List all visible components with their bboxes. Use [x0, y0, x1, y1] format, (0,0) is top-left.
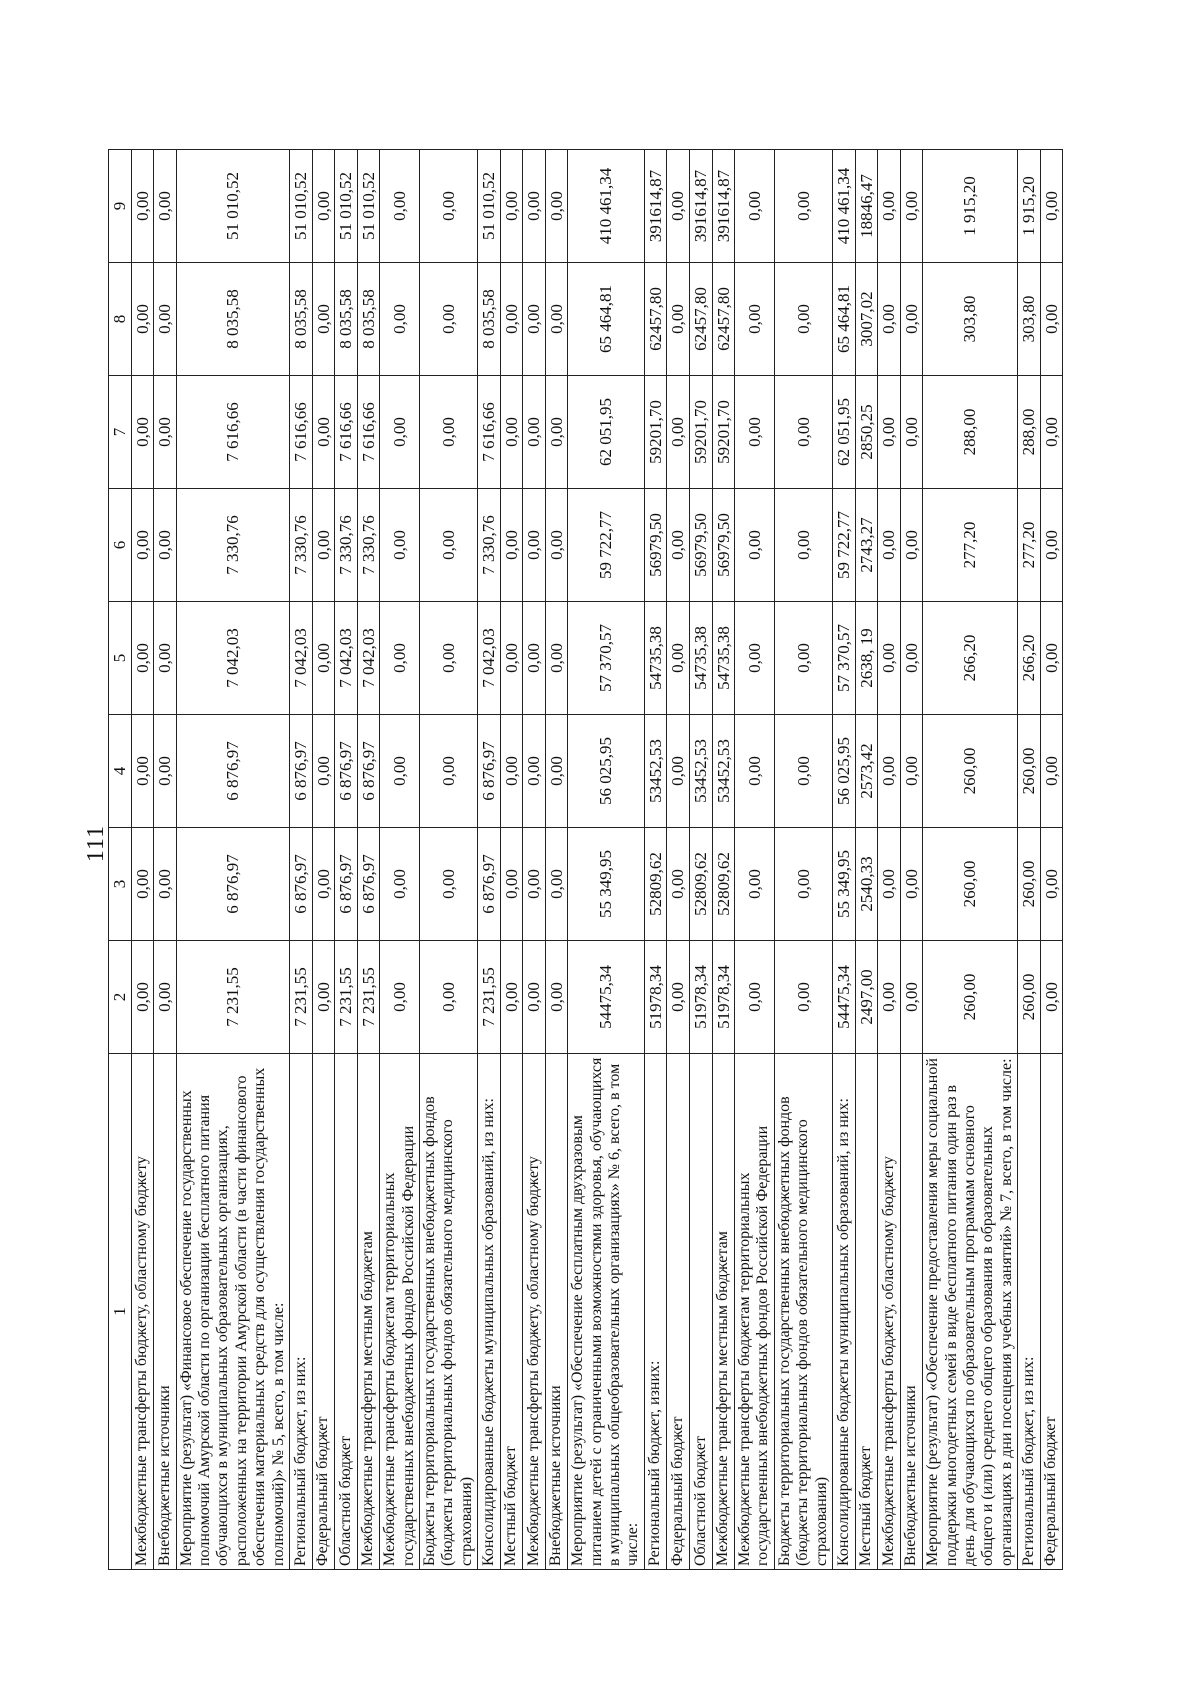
value-cell: 59 722,77 [833, 489, 856, 602]
value-cell: 0,00 [500, 828, 523, 941]
value-cell: 266,20 [923, 602, 1018, 715]
value-cell: 0,00 [1040, 602, 1063, 715]
value-cell: 0,00 [419, 715, 477, 828]
value-cell: 7 330,76 [289, 489, 312, 602]
value-cell: 55 349,95 [833, 828, 856, 941]
value-cell: 0,00 [545, 602, 568, 715]
rotated-table-wrapper [108, 150, 1063, 1570]
value-cell: 62 051,95 [833, 376, 856, 489]
value-cell: 0,00 [419, 941, 477, 1054]
table-body [131, 150, 1063, 1570]
value-cell: 0,00 [774, 376, 832, 489]
value-cell: 0,00 [545, 489, 568, 602]
column-header: 4 [109, 715, 132, 828]
value-cell: 57 370,57 [568, 602, 645, 715]
value-cell: 51 010,52 [357, 150, 380, 263]
value-cell: 8 035,58 [335, 263, 358, 376]
table-row [335, 150, 358, 1570]
value-cell: 0,00 [312, 828, 335, 941]
table-row [500, 150, 523, 1570]
value-cell: 7 042,03 [176, 602, 289, 715]
table-row [735, 150, 775, 1570]
value-cell: 2540,33 [855, 828, 878, 941]
value-cell: 53452,53 [712, 715, 735, 828]
value-cell: 52809,62 [644, 828, 667, 941]
row-label: Региональный бюджет, из них: [1018, 1054, 1041, 1570]
value-cell: 0,00 [154, 150, 177, 263]
value-cell: 0,00 [878, 376, 901, 489]
value-cell: 6 876,97 [478, 715, 501, 828]
value-cell: 0,00 [380, 150, 420, 263]
value-cell: 2497,00 [855, 941, 878, 1054]
table-row [855, 150, 878, 1570]
value-cell: 6 876,97 [335, 828, 358, 941]
table-row [523, 150, 546, 1570]
value-cell: 56 025,95 [833, 715, 856, 828]
row-label: Мероприятие (результат) «Обеспечение бесплатным двухразовым питанием детей с ограниченными возможностями здоровья, обучающихся в муниципальных общеобразовательных организациях» № 6, всего, в том числе: [568, 1054, 645, 1570]
value-cell: 0,00 [774, 150, 832, 263]
value-cell: 6 876,97 [357, 828, 380, 941]
column-header: 1 [109, 1054, 132, 1570]
value-cell: 0,00 [774, 263, 832, 376]
value-cell: 0,00 [380, 828, 420, 941]
value-cell: 0,00 [900, 150, 923, 263]
value-cell: 51 010,52 [478, 150, 501, 263]
value-cell: 0,00 [154, 828, 177, 941]
row-label: Региональный бюджет, из них: [289, 1054, 312, 1570]
value-cell: 0,00 [545, 828, 568, 941]
row-label: Межбюджетные трансферты бюджетам территориальных государственных внебюджетных фондов Российской Федерации [735, 1054, 775, 1570]
value-cell: 0,00 [735, 715, 775, 828]
value-cell: 0,00 [523, 376, 546, 489]
value-cell: 7 330,76 [478, 489, 501, 602]
value-cell: 260,00 [923, 941, 1018, 1054]
value-cell: 57 370,57 [833, 602, 856, 715]
value-cell: 0,00 [667, 376, 690, 489]
value-cell: 0,00 [419, 376, 477, 489]
table-row [419, 150, 477, 1570]
value-cell: 410 461,34 [568, 150, 645, 263]
value-cell: 303,80 [1018, 263, 1041, 376]
value-cell: 3007,02 [855, 263, 878, 376]
table-row [712, 150, 735, 1570]
value-cell: 0,00 [523, 602, 546, 715]
value-cell: 0,00 [523, 263, 546, 376]
value-cell: 52809,62 [689, 828, 712, 941]
value-cell: 0,00 [900, 489, 923, 602]
value-cell: 0,00 [900, 941, 923, 1054]
table-row [154, 150, 177, 1570]
value-cell: 0,00 [154, 602, 177, 715]
value-cell: 7 042,03 [357, 602, 380, 715]
value-cell: 56979,50 [712, 489, 735, 602]
value-cell: 277,20 [1018, 489, 1041, 602]
value-cell: 0,00 [667, 715, 690, 828]
value-cell: 0,00 [545, 941, 568, 1054]
table-row [312, 150, 335, 1570]
value-cell: 260,00 [1018, 941, 1041, 1054]
value-cell: 8 035,58 [289, 263, 312, 376]
value-cell: 0,00 [500, 263, 523, 376]
value-cell: 0,00 [774, 715, 832, 828]
value-cell: 0,00 [380, 263, 420, 376]
value-cell: 6 876,97 [357, 715, 380, 828]
value-cell: 51978,34 [644, 941, 667, 1054]
value-cell: 7 616,66 [478, 376, 501, 489]
value-cell: 7 330,76 [335, 489, 358, 602]
column-header: 9 [109, 150, 132, 263]
value-cell: 51 010,52 [289, 150, 312, 263]
value-cell: 6 876,97 [335, 715, 358, 828]
row-label: Межбюджетные трансферты местным бюджетам [712, 1054, 735, 1570]
value-cell: 0,00 [1040, 828, 1063, 941]
value-cell: 0,00 [312, 263, 335, 376]
value-cell: 288,00 [1018, 376, 1041, 489]
table-row [176, 150, 289, 1570]
value-cell: 0,00 [735, 376, 775, 489]
row-label: Местный бюджет [855, 1054, 878, 1570]
value-cell: 65 464,81 [568, 263, 645, 376]
table-row [478, 150, 501, 1570]
value-cell: 0,00 [545, 263, 568, 376]
column-header: 6 [109, 489, 132, 602]
value-cell: 54735,38 [689, 602, 712, 715]
value-cell: 51 010,52 [335, 150, 358, 263]
value-cell: 59 722,77 [568, 489, 645, 602]
value-cell: 7 330,76 [357, 489, 380, 602]
value-cell: 8 035,58 [357, 263, 380, 376]
value-cell: 0,00 [500, 715, 523, 828]
value-cell: 0,00 [667, 150, 690, 263]
row-label: Межбюджетные трансферты местным бюджетам [357, 1054, 380, 1570]
value-cell: 0,00 [1040, 150, 1063, 263]
value-cell: 6 876,97 [478, 828, 501, 941]
row-label: Областной бюджет [335, 1054, 358, 1570]
value-cell: 53452,53 [644, 715, 667, 828]
value-cell: 53452,53 [689, 715, 712, 828]
value-cell: 7 042,03 [478, 602, 501, 715]
value-cell: 55 349,95 [568, 828, 645, 941]
value-cell: 0,00 [900, 376, 923, 489]
value-cell: 0,00 [380, 376, 420, 489]
table-row [357, 150, 380, 1570]
value-cell: 277,20 [923, 489, 1018, 602]
value-cell: 6 876,97 [289, 828, 312, 941]
value-cell: 7 231,55 [289, 941, 312, 1054]
value-cell: 2743,27 [855, 489, 878, 602]
value-cell: 0,00 [500, 602, 523, 715]
column-header: 7 [109, 376, 132, 489]
table-row [833, 150, 856, 1570]
value-cell: 0,00 [1040, 376, 1063, 489]
page-number: 111 [83, 824, 110, 863]
value-cell: 65 464,81 [833, 263, 856, 376]
value-cell: 0,00 [545, 376, 568, 489]
row-label: Внебюджетные источники [545, 1054, 568, 1570]
value-cell: 0,00 [735, 263, 775, 376]
value-cell: 0,00 [131, 150, 154, 263]
table-row [774, 150, 832, 1570]
value-cell: 0,00 [500, 941, 523, 1054]
value-cell: 2638, 19 [855, 602, 878, 715]
table-row [289, 150, 312, 1570]
value-cell: 59201,70 [644, 376, 667, 489]
row-label: Местный бюджет [500, 1054, 523, 1570]
value-cell: 6 876,97 [176, 715, 289, 828]
value-cell: 0,00 [523, 489, 546, 602]
value-cell: 0,00 [131, 828, 154, 941]
value-cell: 0,00 [1040, 715, 1063, 828]
value-cell: 0,00 [878, 489, 901, 602]
value-cell: 56979,50 [644, 489, 667, 602]
value-cell: 18846,47 [855, 150, 878, 263]
table-row [900, 150, 923, 1570]
value-cell: 1 915,20 [923, 150, 1018, 263]
value-cell: 0,00 [419, 828, 477, 941]
value-cell: 0,00 [667, 941, 690, 1054]
table-row [1018, 150, 1041, 1570]
value-cell: 0,00 [1040, 263, 1063, 376]
value-cell: 0,00 [735, 602, 775, 715]
value-cell: 0,00 [312, 150, 335, 263]
value-cell: 0,00 [878, 715, 901, 828]
row-label: Консолидированные бюджеты муниципальных образований, из них: [833, 1054, 856, 1570]
table-row [923, 150, 1018, 1570]
table-row [667, 150, 690, 1570]
value-cell: 0,00 [312, 602, 335, 715]
value-cell: 1 915,20 [1018, 150, 1041, 263]
value-cell: 0,00 [500, 489, 523, 602]
value-cell: 51978,34 [689, 941, 712, 1054]
value-cell: 0,00 [545, 150, 568, 263]
value-cell: 54475,34 [568, 941, 645, 1054]
value-cell: 260,00 [1018, 828, 1041, 941]
row-label: Мероприятие (результат) «Финансовое обеспечение государственных полномочий Амурской области по организации бесплатного питания обучающихся в муниципальных образовательных организациях, расположенных на территории Амурской области (в части финансового обеспечения материальных средств для осуществления государственных полномочий)» № 5, всего, в том числе: [176, 1054, 289, 1570]
value-cell: 0,00 [545, 715, 568, 828]
row-label: Региональный бюджет, изних: [644, 1054, 667, 1570]
value-cell: 0,00 [735, 828, 775, 941]
value-cell: 0,00 [774, 602, 832, 715]
value-cell: 0,00 [900, 828, 923, 941]
row-label: Межбюджетные трансферты бюджету, областному бюджету [878, 1054, 901, 1570]
value-cell: 0,00 [900, 263, 923, 376]
value-cell: 7 042,03 [335, 602, 358, 715]
value-cell: 0,00 [154, 489, 177, 602]
value-cell: 260,00 [923, 828, 1018, 941]
value-cell: 62 051,95 [568, 376, 645, 489]
value-cell: 62457,80 [644, 263, 667, 376]
value-cell: 0,00 [154, 376, 177, 489]
value-cell: 0,00 [312, 376, 335, 489]
value-cell: 0,00 [878, 150, 901, 263]
value-cell: 2850,25 [855, 376, 878, 489]
table-row [1040, 150, 1063, 1570]
value-cell: 0,00 [500, 150, 523, 263]
value-cell: 56 025,95 [568, 715, 645, 828]
value-cell: 0,00 [380, 715, 420, 828]
value-cell: 0,00 [735, 941, 775, 1054]
value-cell: 266,20 [1018, 602, 1041, 715]
value-cell: 2573,42 [855, 715, 878, 828]
row-label: Федеральный бюджет [667, 1054, 690, 1570]
value-cell: 0,00 [667, 828, 690, 941]
value-cell: 0,00 [667, 489, 690, 602]
value-cell: 52809,62 [712, 828, 735, 941]
budget-table [108, 149, 1063, 1570]
row-label: Областной бюджет [689, 1054, 712, 1570]
value-cell: 54475,34 [833, 941, 856, 1054]
column-header: 3 [109, 828, 132, 941]
value-cell: 0,00 [419, 150, 477, 263]
row-label: Внебюджетные источники [154, 1054, 177, 1570]
value-cell: 0,00 [1040, 941, 1063, 1054]
value-cell: 260,00 [923, 715, 1018, 828]
value-cell: 0,00 [878, 828, 901, 941]
value-cell: 0,00 [523, 715, 546, 828]
header-row [109, 150, 132, 1570]
table-row [131, 150, 154, 1570]
value-cell: 0,00 [154, 263, 177, 376]
value-cell: 0,00 [131, 489, 154, 602]
value-cell: 62457,80 [689, 263, 712, 376]
value-cell: 56979,50 [689, 489, 712, 602]
value-cell: 7 616,66 [176, 376, 289, 489]
value-cell: 410 461,34 [833, 150, 856, 263]
value-cell: 7 042,03 [289, 602, 312, 715]
value-cell: 0,00 [312, 941, 335, 1054]
table-row [878, 150, 901, 1570]
value-cell: 0,00 [312, 489, 335, 602]
row-label: Межбюджетные трансферты бюджету, областному бюджету [523, 1054, 546, 1570]
value-cell: 0,00 [1040, 489, 1063, 602]
table-row [689, 150, 712, 1570]
column-header: 2 [109, 941, 132, 1054]
value-cell: 0,00 [774, 828, 832, 941]
row-label: Внебюджетные источники [900, 1054, 923, 1570]
column-header: 5 [109, 602, 132, 715]
value-cell: 54735,38 [712, 602, 735, 715]
value-cell: 7 231,55 [176, 941, 289, 1054]
value-cell: 7 231,55 [478, 941, 501, 1054]
value-cell: 288,00 [923, 376, 1018, 489]
row-label: Мероприятие (результат) «Обеспечение предоставления меры социальной поддержки многодетных семей в виде бесплатного питания один раз в день для обучающихся по образовательным программам основного общего и (или) среднего общего образования в образовательных организациях в дни посещения учебных занятий» № 7, всего, в том числе: [923, 1054, 1018, 1570]
row-label: Межбюджетные трансферты бюджету, областному бюджету [131, 1054, 154, 1570]
value-cell: 0,00 [419, 489, 477, 602]
value-cell: 0,00 [774, 489, 832, 602]
value-cell: 303,80 [923, 263, 1018, 376]
table-row [545, 150, 568, 1570]
row-label: Бюджеты территориальных государственных внебюджетных фондов (бюджеты территориальных фондов обязательного медицинского страхования) [419, 1054, 477, 1570]
value-cell: 59201,70 [712, 376, 735, 489]
value-cell: 0,00 [131, 376, 154, 489]
value-cell: 0,00 [900, 602, 923, 715]
value-cell: 0,00 [380, 489, 420, 602]
table-row [644, 150, 667, 1570]
value-cell: 0,00 [500, 376, 523, 489]
value-cell: 0,00 [774, 941, 832, 1054]
value-cell: 0,00 [419, 263, 477, 376]
column-header: 8 [109, 263, 132, 376]
value-cell: 0,00 [523, 941, 546, 1054]
value-cell: 7 231,55 [335, 941, 358, 1054]
value-cell: 8 035,58 [176, 263, 289, 376]
value-cell: 0,00 [312, 715, 335, 828]
row-label: Бюджеты территориальных государственных внебюджетных фондов (бюджеты территориальных фондов обязательного медицинского страхования) [774, 1054, 832, 1570]
value-cell: 391614,87 [644, 150, 667, 263]
value-cell: 260,00 [1018, 715, 1041, 828]
row-label: Межбюджетные трансферты бюджетам территориальных государственных внебюджетных фондов Российской Федерации [380, 1054, 420, 1570]
value-cell: 391614,87 [712, 150, 735, 263]
value-cell: 0,00 [131, 602, 154, 715]
value-cell: 0,00 [878, 941, 901, 1054]
table-row [568, 150, 645, 1570]
value-cell: 0,00 [380, 602, 420, 715]
value-cell: 7 330,76 [176, 489, 289, 602]
value-cell: 0,00 [878, 602, 901, 715]
value-cell: 0,00 [878, 263, 901, 376]
value-cell: 0,00 [131, 715, 154, 828]
value-cell: 54735,38 [644, 602, 667, 715]
value-cell: 7 616,66 [335, 376, 358, 489]
table-row [380, 150, 420, 1570]
value-cell: 7 231,55 [357, 941, 380, 1054]
value-cell: 7 616,66 [289, 376, 312, 489]
value-cell: 0,00 [419, 602, 477, 715]
value-cell: 0,00 [131, 263, 154, 376]
value-cell: 0,00 [380, 941, 420, 1054]
value-cell: 0,00 [131, 941, 154, 1054]
row-label: Консолидированные бюджеты муниципальных образований, из них: [478, 1054, 501, 1570]
value-cell: 62457,80 [712, 263, 735, 376]
value-cell: 6 876,97 [289, 715, 312, 828]
value-cell: 0,00 [523, 828, 546, 941]
value-cell: 51978,34 [712, 941, 735, 1054]
value-cell: 0,00 [735, 150, 775, 263]
value-cell: 391614,87 [689, 150, 712, 263]
value-cell: 0,00 [667, 602, 690, 715]
row-label: Федеральный бюджет [312, 1054, 335, 1570]
value-cell: 6 876,97 [176, 828, 289, 941]
value-cell: 0,00 [154, 941, 177, 1054]
value-cell: 8 035,58 [478, 263, 501, 376]
value-cell: 59201,70 [689, 376, 712, 489]
value-cell: 0,00 [735, 489, 775, 602]
value-cell: 51 010,52 [176, 150, 289, 263]
value-cell: 0,00 [154, 715, 177, 828]
value-cell: 7 616,66 [357, 376, 380, 489]
value-cell: 0,00 [900, 715, 923, 828]
value-cell: 0,00 [523, 150, 546, 263]
value-cell: 0,00 [667, 263, 690, 376]
row-label: Федеральный бюджет [1040, 1054, 1063, 1570]
